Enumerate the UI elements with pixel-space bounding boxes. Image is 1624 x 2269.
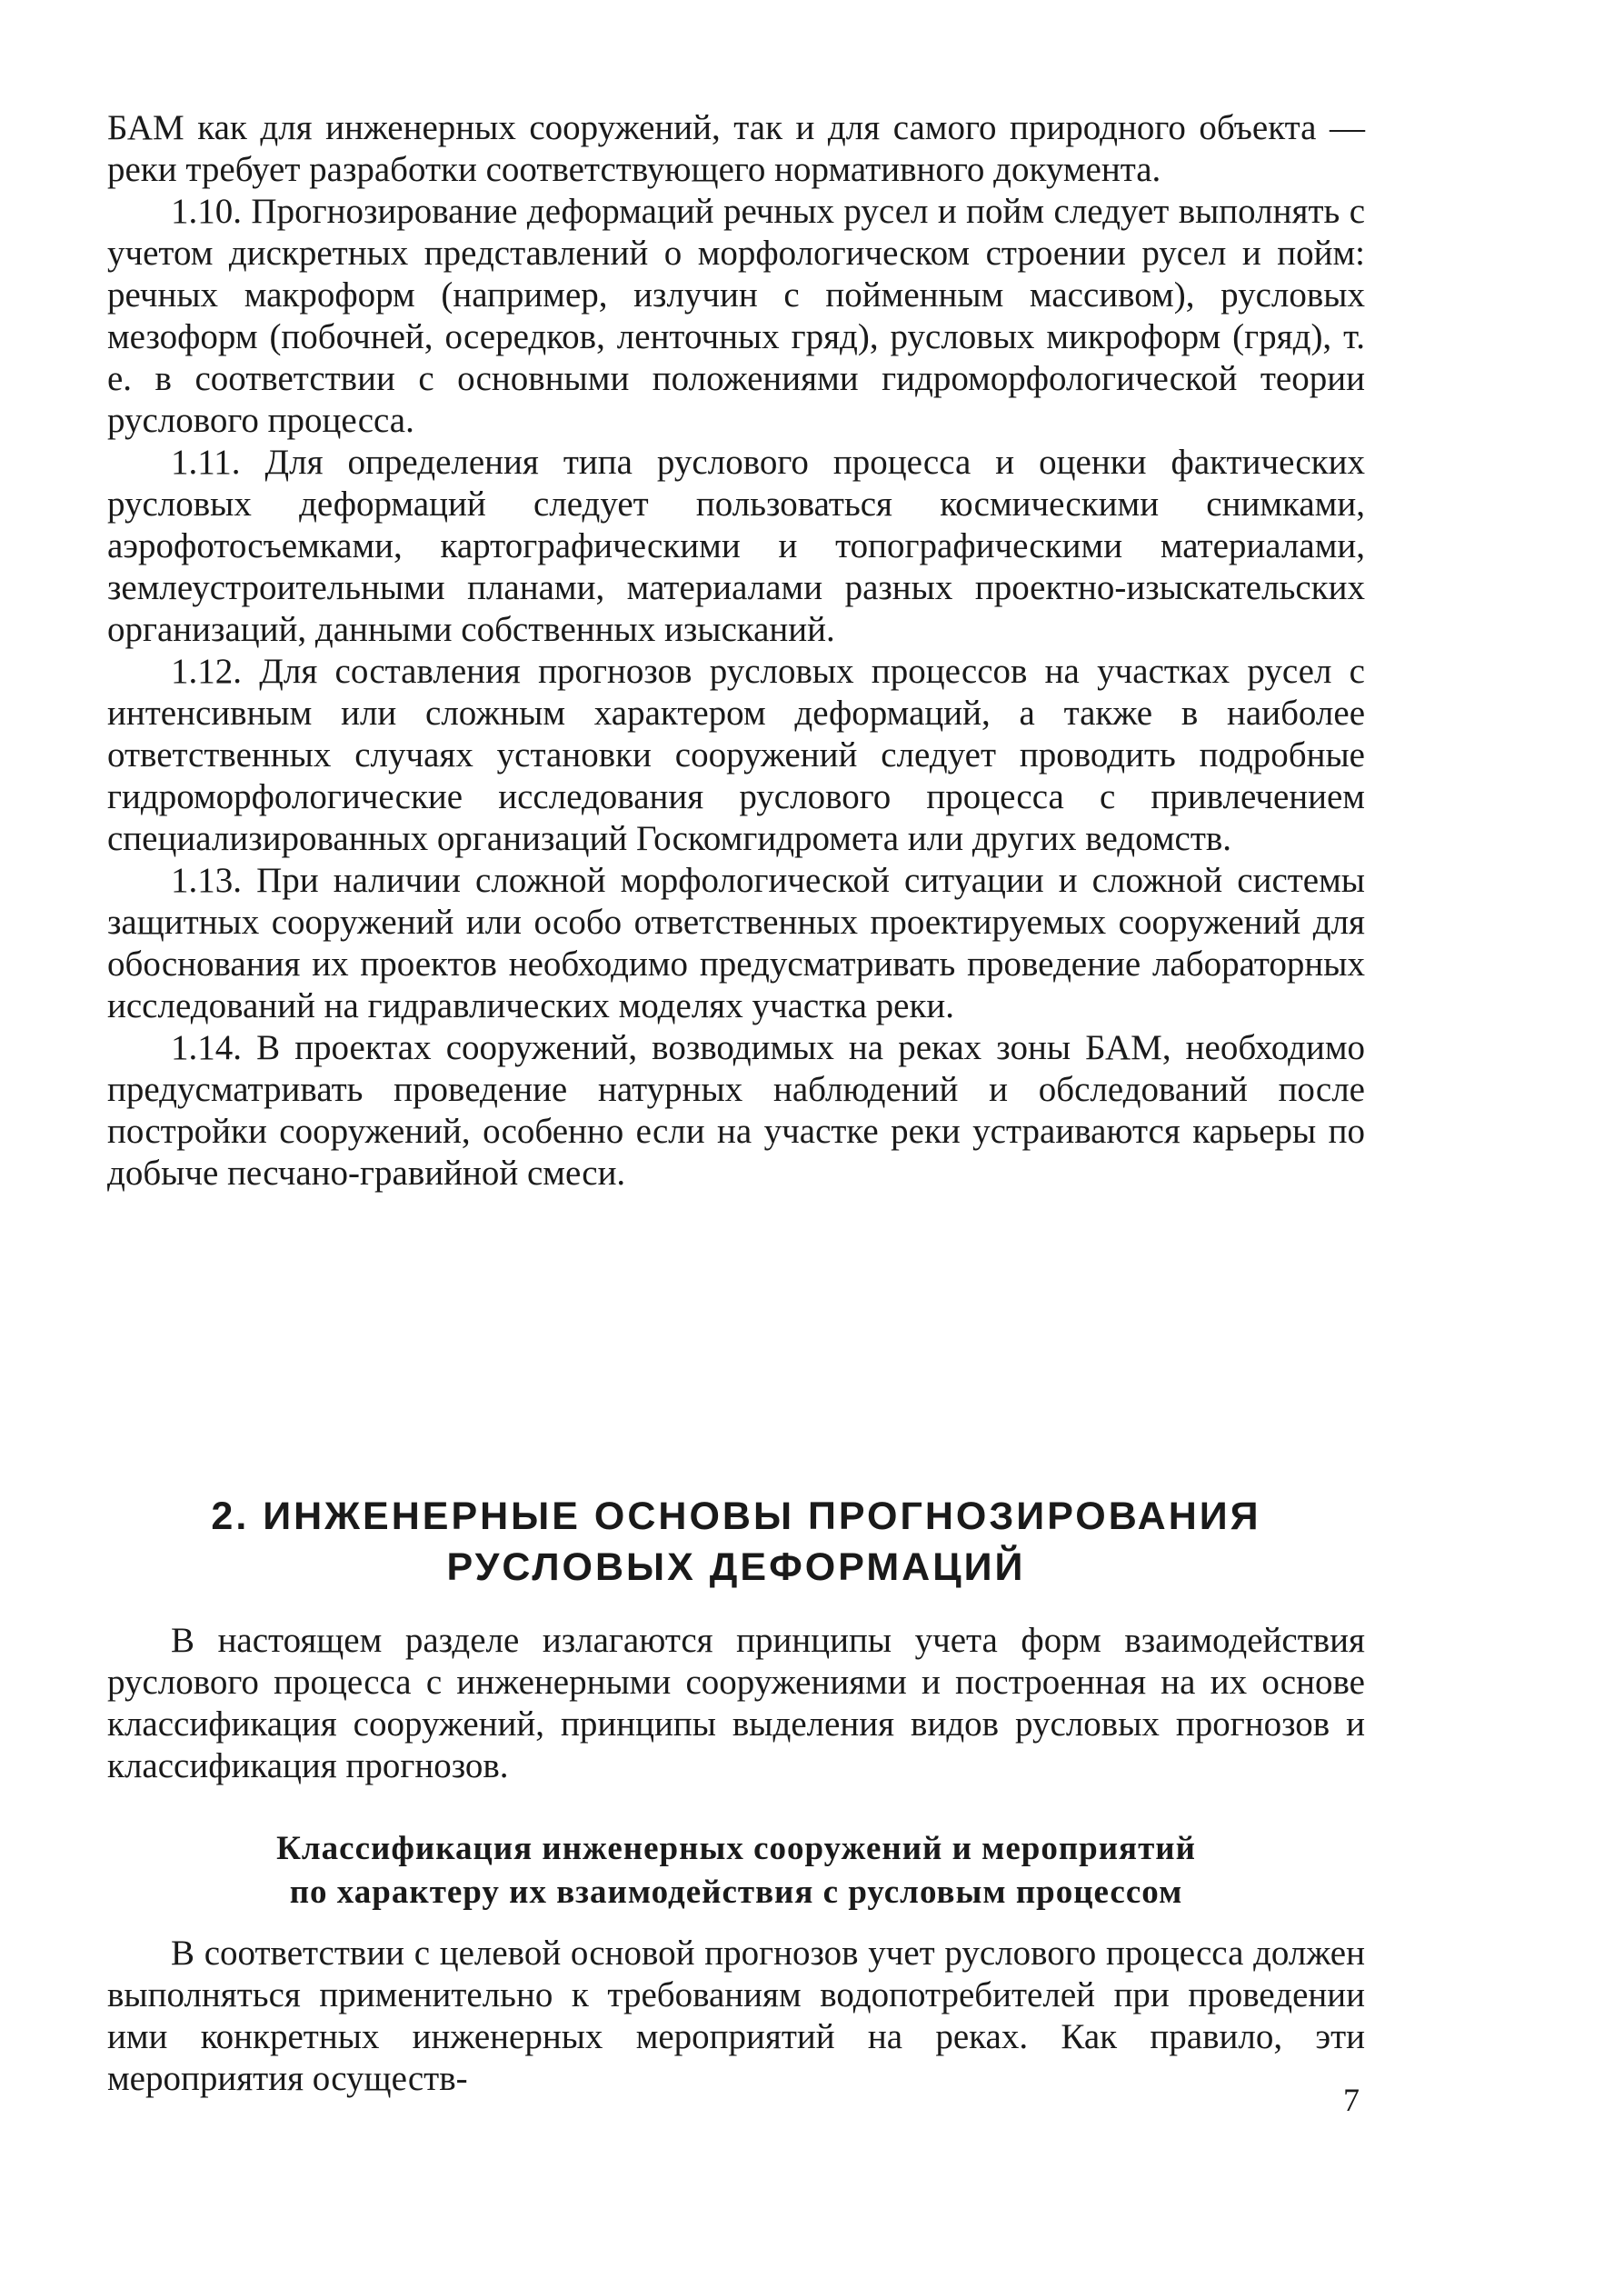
section-intro-block xyxy=(107,1620,1365,1787)
section-heading-line1: 2. ИНЖЕНЕРНЫЕ ОСНОВЫ ПРОГНОЗИРОВАНИЯ xyxy=(211,1494,1261,1538)
subsection-body-paragraph: В соответствии с целевой основой прогнозов учет руслового процесса должен выполняться применительно к требованиям водопотребителей при проведении ими конкретных инженерных мероприятий на реках. Как правило, эти мероприятия осуществ- xyxy=(107,1934,1365,2098)
section-heading xyxy=(107,1491,1365,1593)
section-heading-line2: РУСЛОВЫХ ДЕФОРМАЦИЙ xyxy=(446,1545,1026,1589)
top-text-block xyxy=(107,107,1365,1194)
subsection-heading-line2: по характеру их взаимодействия с русловым процессом xyxy=(289,1874,1183,1911)
page-number: 7 xyxy=(1343,2082,1360,2118)
paragraph-1-13: 1.13. При наличии сложной морфологической ситуации и сложной системы защитных сооружений или особо ответственных проектируемых сооружений для обоснования их проектов необходимо предусматривать проведение лабораторных исследований на гидравлических моделях участка реки. xyxy=(107,861,1365,1025)
subsection-body-block xyxy=(107,1933,1365,2100)
subsection-heading-line1: Классификация инженерных сооружений и мероприятий xyxy=(276,1830,1196,1867)
section-intro-paragraph: В настоящем разделе излагаются принципы учета форм взаимодействия руслового процесса с инженерными сооружениями и построенная на их основе классификация сооружений, принципы выделения видов русловых прогнозов и классификация прогнозов. xyxy=(107,1621,1365,1785)
paragraph-1-12: 1.12. Для составления прогнозов русловых процессов на участках русел с интенсивным или сложным характером деформаций, а также в наиболее ответственных случаях установки сооружений следует проводить подробные гидроморфологические исследования руслового процесса с привлечением специализированных организаций Госкомгидромета или других ведомств. xyxy=(107,652,1365,858)
paragraph-1-11: 1.11. Для определения типа руслового процесса и оценки фактических русловых деформаций следует пользоваться космическими снимками, аэрофотосъемками, картографическими и топографическими материалами, землеустроительными планами, материалами разных проектно-изыскательских организаций, данными собственных изысканий. xyxy=(107,443,1365,649)
paragraph-1-10: 1.10. Прогнозирование деформаций речных русел и пойм следует выполнять с учетом дискретных представлений о морфологическом строении русел и пойм: речных макроформ (например, излучин с пойменным массивом), русловых мезоформ (побочней, осередков, ленточных гряд), русловых микроформ (гряд), т. е. в соответствии с основными положениями гидроморфологической теории руслового процесса. xyxy=(107,192,1365,440)
paragraph-continuation: БАМ как для инженерных сооружений, так и для самого природного объекта — реки требует разработки соответствующего нормативного документа. xyxy=(107,108,1365,189)
subsection-heading xyxy=(107,1827,1365,1914)
paragraph-1-14: 1.14. В проектах сооружений, возводимых на реках зоны БАМ, необходимо предусматривать проведение натурных наблюдений и обследований после постройки сооружений, особенно если на участке реки устраиваются карьеры по добыче песчано-гравийной смеси. xyxy=(107,1028,1365,1193)
